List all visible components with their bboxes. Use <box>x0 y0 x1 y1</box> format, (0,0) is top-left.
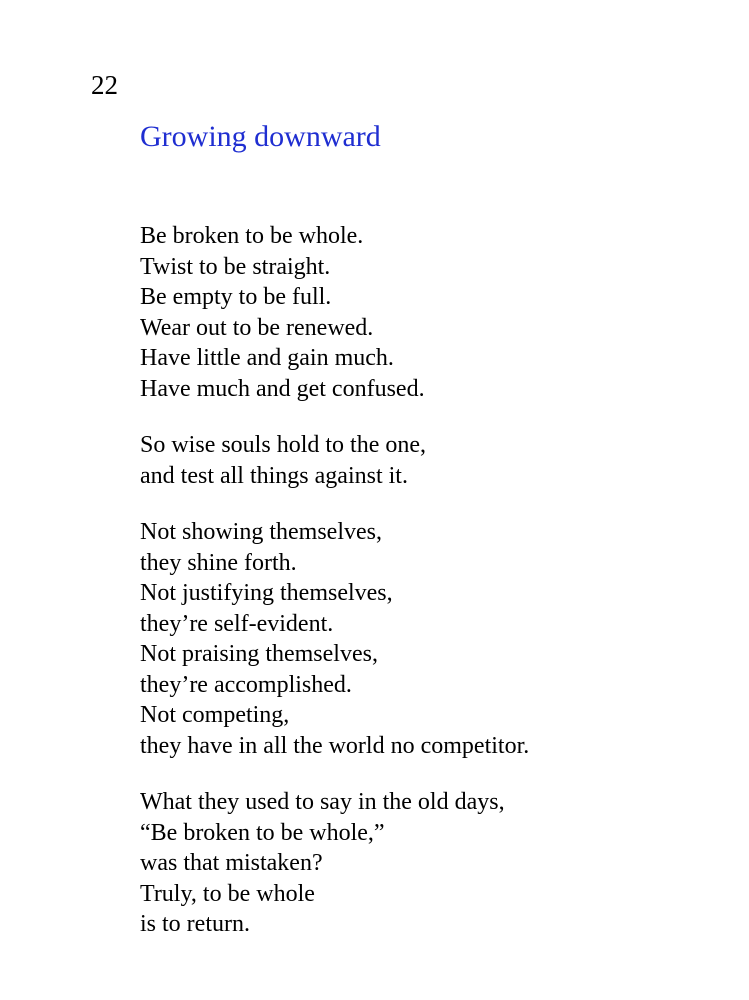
poem-line: they’re accomplished. <box>140 671 352 698</box>
poem-line: they have in all the world no competitor. <box>140 732 530 759</box>
poem-line: Truly, to be whole <box>140 880 315 907</box>
poem-line: Wear out to be renewed. <box>140 314 374 341</box>
poem-line: and test all things against it. <box>140 462 408 489</box>
stanza-4 <box>140 787 730 940</box>
poem-line: Not competing, <box>140 702 290 728</box>
stanza-2 <box>140 430 730 491</box>
poem-line: is to return. <box>140 911 250 937</box>
poem-line: they shine forth. <box>140 549 297 576</box>
poem-line: Have much and get confused. <box>140 375 425 402</box>
chapter-title: Growing downward <box>140 120 381 153</box>
stanza-3 <box>140 517 730 761</box>
poem-line: Twist to be straight. <box>140 253 331 280</box>
poem-line: “Be broken to be whole,” <box>140 819 385 846</box>
poem-line: Be empty to be full. <box>140 284 332 310</box>
poem-line: Not showing themselves, <box>140 519 382 545</box>
poem-line: Not justifying themselves, <box>140 580 393 606</box>
poem-line: they’re self-evident. <box>140 610 334 637</box>
poem-line: Not praising themselves, <box>140 641 378 667</box>
page-number: 22 <box>91 70 118 100</box>
poem-line: Have little and gain much. <box>140 345 394 371</box>
poem-line: was that mistaken? <box>140 850 323 876</box>
poem-line: Be broken to be whole. <box>140 223 364 249</box>
poem-line: So wise souls hold to the one, <box>140 432 426 458</box>
stanza-1 <box>140 221 730 404</box>
poem-body <box>140 221 730 966</box>
poem-line: What they used to say in the old days, <box>140 789 505 815</box>
